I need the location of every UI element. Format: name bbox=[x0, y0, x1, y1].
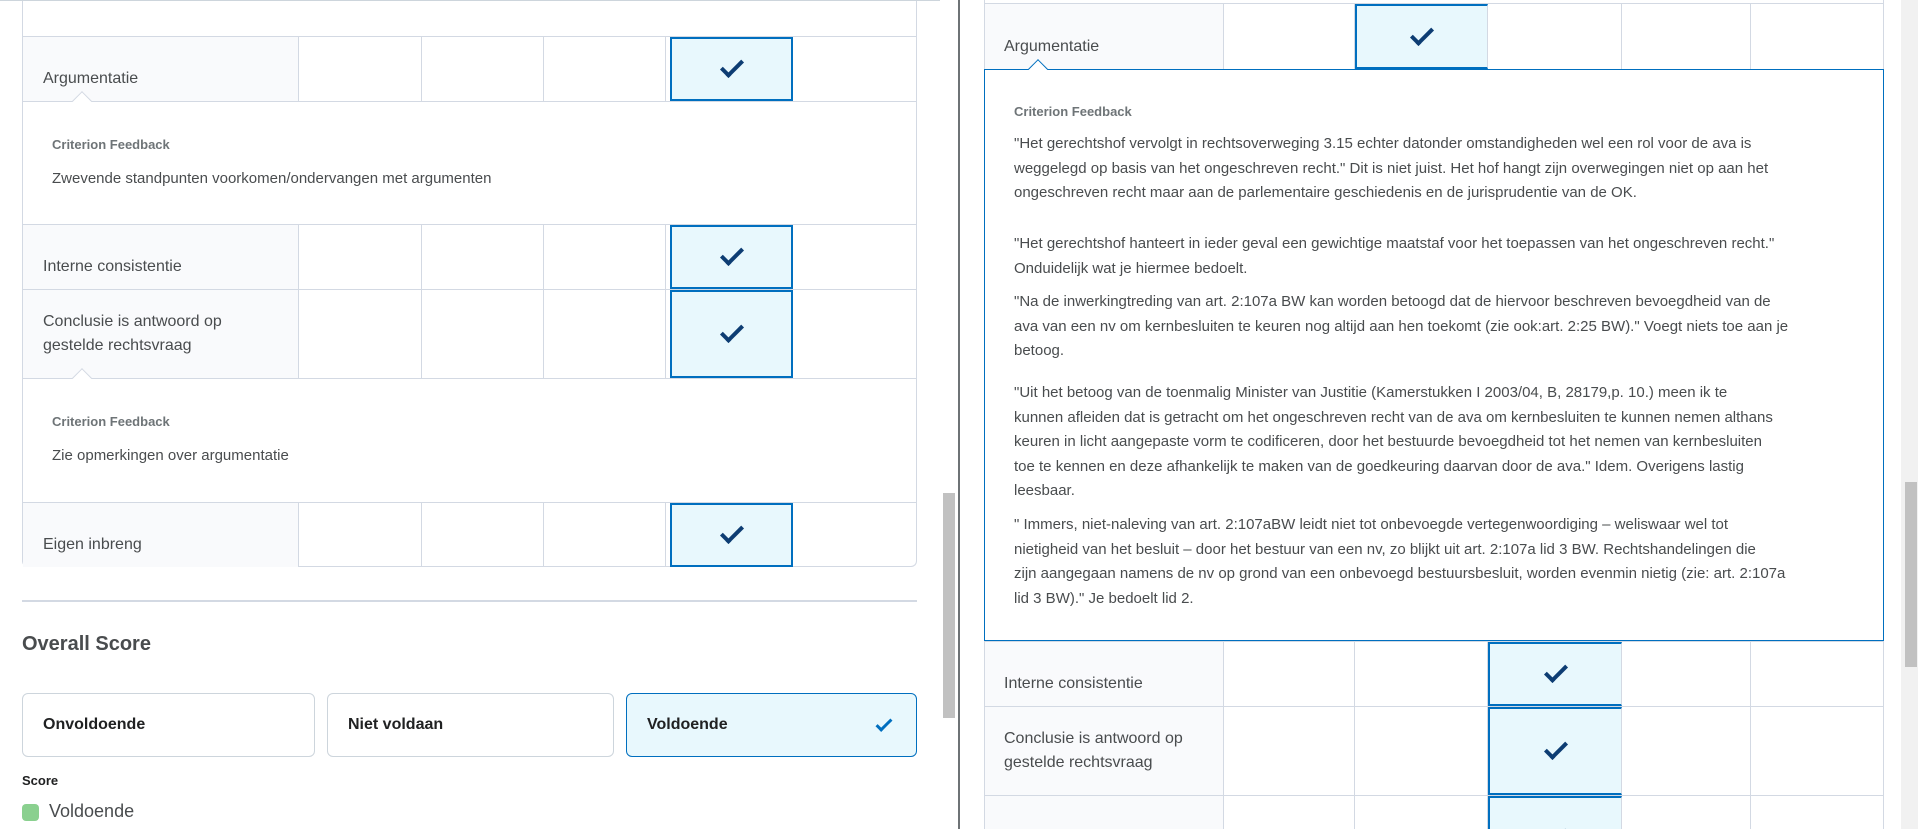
criterion-name: Argumentatie bbox=[23, 37, 299, 101]
level-cell[interactable] bbox=[544, 37, 666, 101]
level-option-niet-voldaan[interactable]: Niet voldaan bbox=[327, 693, 614, 757]
section-divider bbox=[22, 600, 917, 602]
level-cell[interactable] bbox=[1622, 642, 1751, 706]
feedback-paragraph bbox=[1014, 132, 1851, 206]
feedback-line: lid 3 BW)." Je bedoelt lid 2. bbox=[1014, 589, 1194, 607]
level-option-voldoende[interactable]: Voldoende bbox=[626, 693, 917, 757]
feedback-line: toe te kennen en deze afhankelijk te maken van de goedkeuring daarvan door de ava." Idem. Overigens lastig bbox=[1014, 457, 1744, 475]
overall-score-title: Overall Score bbox=[22, 633, 151, 655]
rubric-grid bbox=[22, 1, 917, 567]
feedback-line: betoog. bbox=[1014, 342, 1065, 359]
level-cell[interactable] bbox=[422, 225, 544, 289]
level-cell[interactable] bbox=[544, 503, 666, 567]
rubric-row-top bbox=[23, 1, 916, 36]
feedback-text: Zie opmerkingen over argumentatie bbox=[52, 447, 289, 464]
level-cell[interactable] bbox=[544, 225, 666, 289]
feedback-paragraph bbox=[1014, 290, 1851, 364]
level-cell[interactable] bbox=[300, 37, 422, 101]
criterion-feedback bbox=[23, 378, 916, 502]
feedback-paragraph bbox=[1014, 513, 1851, 611]
level-cell[interactable] bbox=[1488, 4, 1622, 69]
level-cell[interactable] bbox=[300, 225, 422, 289]
level-cell[interactable] bbox=[1225, 4, 1355, 69]
level-cell-selected[interactable] bbox=[1355, 4, 1488, 69]
criterion-row-argumentatie bbox=[985, 3, 1883, 69]
level-cell-selected[interactable] bbox=[670, 503, 793, 567]
scrollbar-thumb[interactable] bbox=[1905, 482, 1917, 667]
feedback-line: zijn aangegaan namens de nv op grond van een onbevoegd bestuursbesluit, worden evenmin nietig (zie: art. 2:107a bbox=[1014, 565, 1786, 582]
scrollbar-thumb[interactable] bbox=[943, 493, 955, 718]
criterion-row-conclusie bbox=[23, 289, 916, 378]
left-rubric-pane[interactable] bbox=[0, 0, 940, 829]
level-cell-selected[interactable] bbox=[670, 290, 793, 378]
criterion-name: Interne consistentie bbox=[23, 225, 299, 289]
level-cell-selected[interactable] bbox=[1488, 642, 1622, 706]
feedback-line: nietigheid van het besluit – door het bestuur van een nv, zo blijkt uit art. 2:107a lid 3 BW. Rechtshandelingen die bbox=[1014, 540, 1756, 558]
criterion-row-argumentatie bbox=[23, 36, 916, 101]
level-cell[interactable] bbox=[1622, 4, 1751, 69]
checkmark-icon bbox=[719, 520, 743, 544]
level-cell[interactable] bbox=[1355, 707, 1488, 795]
score-label: Score bbox=[22, 773, 59, 788]
level-cell[interactable] bbox=[300, 290, 422, 378]
criterion-name: Conclusie is antwoord op gestelde rechtsvraag bbox=[23, 290, 299, 378]
criterion-feedback bbox=[23, 101, 916, 224]
checkmark-icon bbox=[1543, 659, 1567, 683]
criterion-name bbox=[985, 796, 1224, 829]
score-color-swatch bbox=[22, 804, 39, 821]
level-cell[interactable] bbox=[1355, 642, 1488, 706]
level-cell-selected[interactable] bbox=[1488, 796, 1622, 829]
level-cell[interactable] bbox=[1355, 796, 1488, 829]
level-cell[interactable] bbox=[544, 290, 666, 378]
feedback-line: kunnen afleiden dat is getracht om het ongeschreven recht van de ava om kernbesluiten te kunnen nemen althans bbox=[1014, 408, 1773, 426]
feedback-line: " Immers, niet-naleving van art. 2:107aBW leidt niet tot onbevoegde vertegenwoordiging – weliswaar wel tot bbox=[1014, 516, 1729, 533]
criterion-row-conclusie bbox=[985, 706, 1883, 795]
checkmark-icon bbox=[719, 242, 743, 266]
scrollbar-track[interactable] bbox=[1901, 0, 1918, 829]
criterion-name: Eigen inbreng bbox=[23, 503, 299, 567]
level-cell-selected[interactable] bbox=[670, 225, 793, 289]
criterion-row-interne-consistentie bbox=[23, 224, 916, 289]
level-cell-selected[interactable] bbox=[1488, 707, 1622, 795]
criterion-name: Argumentatie bbox=[985, 4, 1224, 69]
right-rubric-pane[interactable] bbox=[958, 0, 1918, 829]
feedback-line: leesbaar. bbox=[1014, 482, 1075, 499]
checkmark-icon bbox=[719, 54, 743, 78]
feedback-line: "Het gerechtshof vervolgt in rechtsoverweging 3.15 echter datonder omstandigheden wel een rol voor de ava is bbox=[1014, 135, 1752, 152]
criterion-feedback-expanded bbox=[984, 69, 1884, 641]
feedback-line: Onduidelijk wat je hiermee bedoelt. bbox=[1014, 259, 1248, 277]
level-cell[interactable] bbox=[1751, 642, 1883, 706]
checkmark-icon bbox=[876, 715, 893, 732]
level-cell[interactable] bbox=[422, 290, 544, 378]
feedback-paragraph bbox=[1014, 232, 1851, 281]
feedback-line: "Na de inwerkingtreding van art. 2:107a BW kan worden betoogd dat de hiervoor beschreven bevoegdheid van de bbox=[1014, 293, 1771, 310]
score-value: Voldoende bbox=[49, 801, 135, 821]
feedback-line: ava van een nv om kernbesluiten te keuren nog altijd aan hen toekomt (zie ook:art. 2:25 BW)." Voegt niets toe aan je bbox=[1014, 317, 1789, 335]
criterion-name: Conclusie is antwoord op gestelde rechtsvraag bbox=[985, 707, 1224, 795]
feedback-label: Criterion Feedback bbox=[52, 137, 170, 152]
feedback-line: keuren in licht aangepaste vorm te codificeren, door het bestuurde bevoegdheid tot het nemen van kernbesluiten bbox=[1014, 433, 1762, 450]
level-cell[interactable] bbox=[1225, 642, 1355, 706]
level-cell[interactable] bbox=[1622, 796, 1751, 829]
level-option-onvoldoende[interactable]: Onvoldoende bbox=[22, 693, 315, 757]
level-cell-selected[interactable] bbox=[670, 37, 793, 101]
level-cell[interactable] bbox=[1622, 707, 1751, 795]
checkmark-icon bbox=[719, 319, 743, 343]
level-cell[interactable] bbox=[1225, 707, 1355, 795]
level-cell[interactable] bbox=[1751, 4, 1883, 69]
checkmark-icon bbox=[1410, 21, 1434, 45]
level-cell[interactable] bbox=[300, 503, 422, 567]
feedback-line: ongeschreven recht maar aan de parlementaire geschiedenis en de jurisprudentie van de OK. bbox=[1014, 184, 1637, 201]
feedback-text: Zwevende standpunten voorkomen/ondervangen met argumenten bbox=[52, 170, 492, 187]
criterion-row-interne-consistentie bbox=[985, 641, 1883, 706]
level-cell[interactable] bbox=[1751, 796, 1883, 829]
feedback-line: "Uit het betoog van de toenmalig Minister van Justitie (Kamerstukken I 2003/04, B, 28179,p. 10.) meen ik te bbox=[1014, 384, 1728, 401]
feedback-label: Criterion Feedback bbox=[52, 414, 170, 429]
feedback-label: Criterion Feedback bbox=[1014, 104, 1132, 119]
criterion-name: Interne consistentie bbox=[985, 642, 1224, 706]
checkmark-icon bbox=[1543, 823, 1567, 829]
criterion-row-next bbox=[985, 795, 1883, 829]
level-cell[interactable] bbox=[422, 503, 544, 567]
level-cell[interactable] bbox=[1225, 796, 1355, 829]
feedback-paragraph bbox=[1014, 381, 1851, 504]
level-cell[interactable] bbox=[422, 37, 544, 101]
feedback-line: "Het gerechtshof hanteert in ieder geval een gewichtige maatstaf voor het toepassen van het ongeschreven recht." bbox=[1014, 235, 1775, 252]
criterion-row-eigen-inbreng bbox=[23, 502, 916, 567]
level-cell[interactable] bbox=[1751, 707, 1883, 795]
checkmark-icon bbox=[1543, 736, 1567, 760]
feedback-line: weggelegd op basis van het ongeschreven recht." Dit is niet juist. Het hof hangt zijn overwegingen niet op aan het bbox=[1014, 159, 1769, 177]
